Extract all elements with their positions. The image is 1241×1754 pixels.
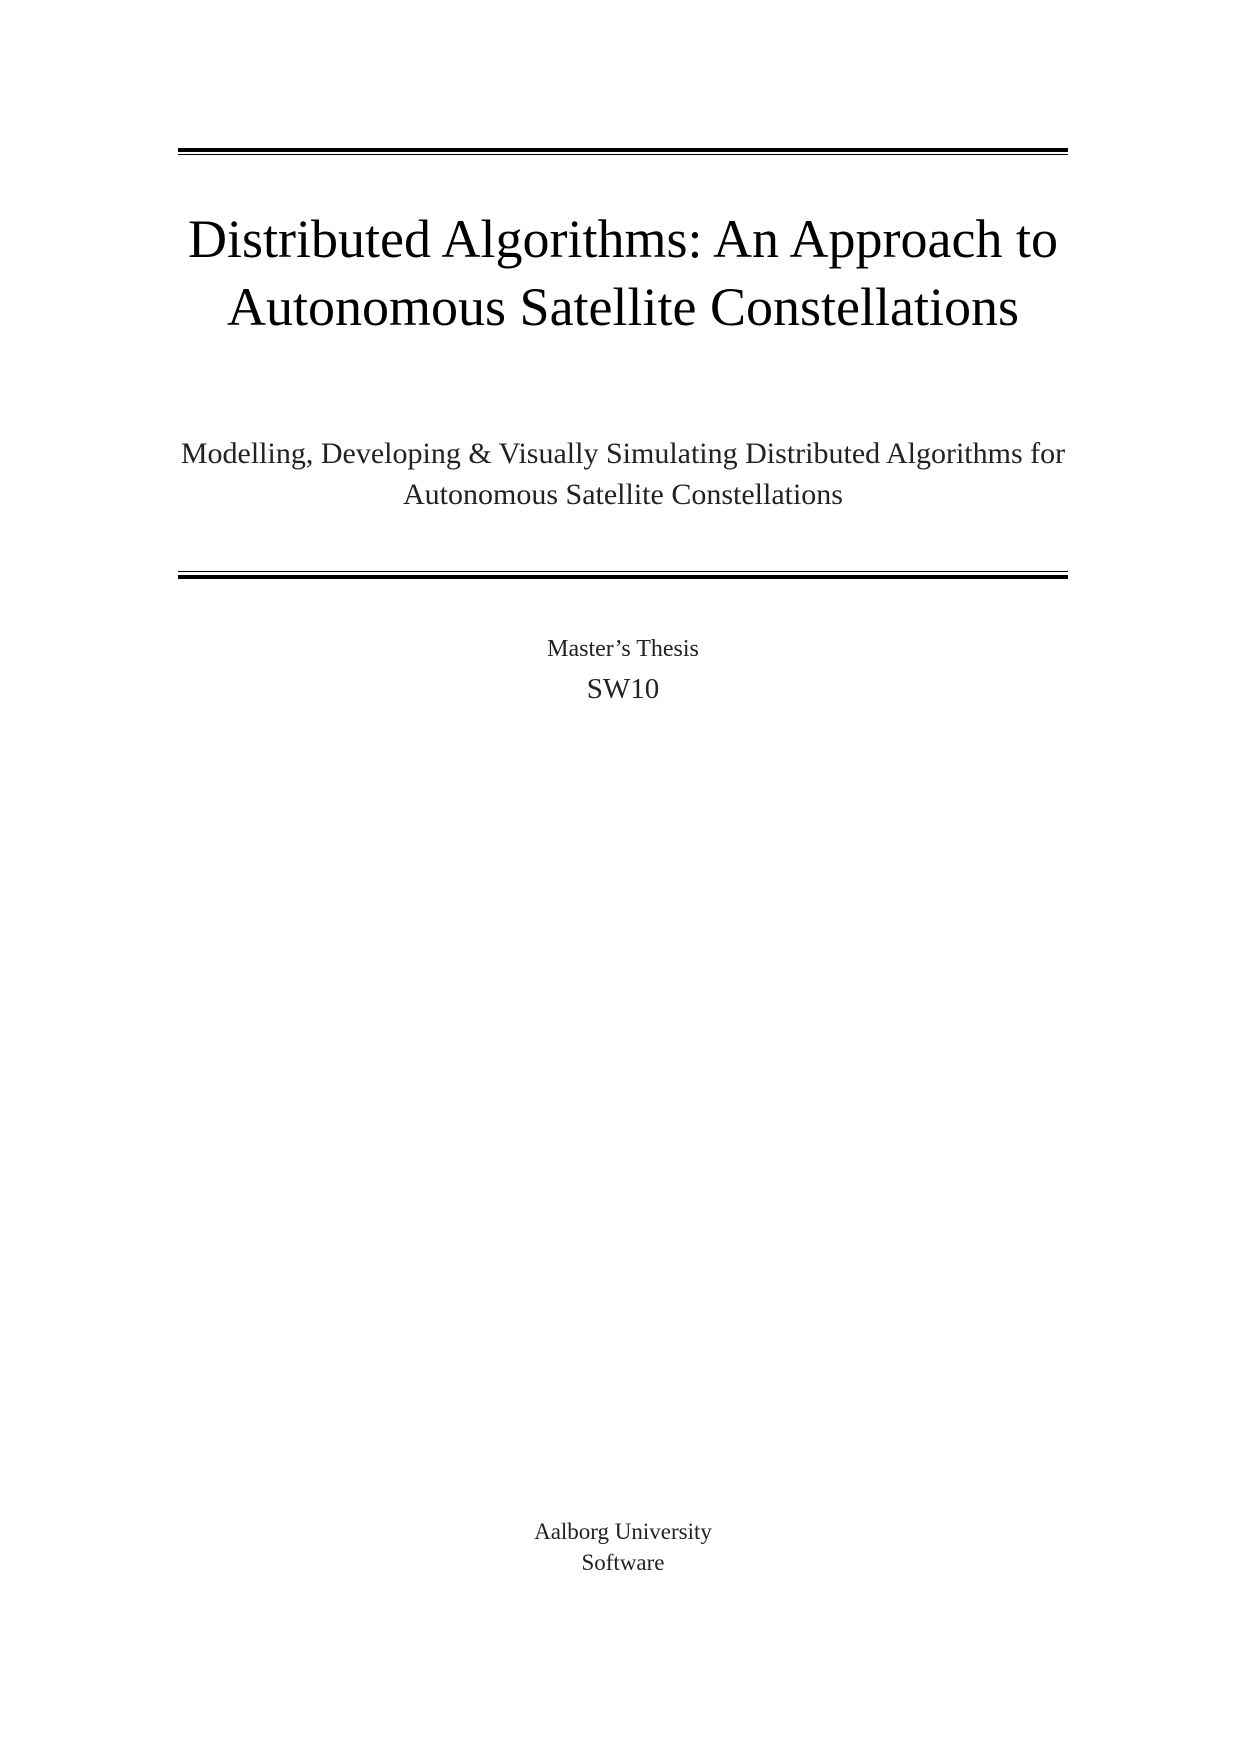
- bottom-rule-thick-line: [178, 575, 1068, 579]
- department-name: Software: [581, 1550, 665, 1575]
- bottom-double-rule: [178, 571, 1068, 578]
- bottom-rule-thin-line: [178, 571, 1068, 572]
- university-name: Aalborg University: [534, 1519, 712, 1544]
- thesis-title: Distributed Algorithms: An Approach to Autonomous Satellite Constellations: [188, 209, 1058, 337]
- thesis-subtitle: Modelling, Developing & Visually Simulating Distributed Algorithms for Autonomous Satellite Constellations: [180, 437, 1066, 511]
- top-rule-thick-line: [178, 148, 1068, 152]
- course-code: SW10: [586, 673, 660, 705]
- top-rule-thin-line: [178, 154, 1068, 155]
- thesis-type: Master’s Thesis: [547, 636, 699, 662]
- top-double-rule: [178, 148, 1068, 155]
